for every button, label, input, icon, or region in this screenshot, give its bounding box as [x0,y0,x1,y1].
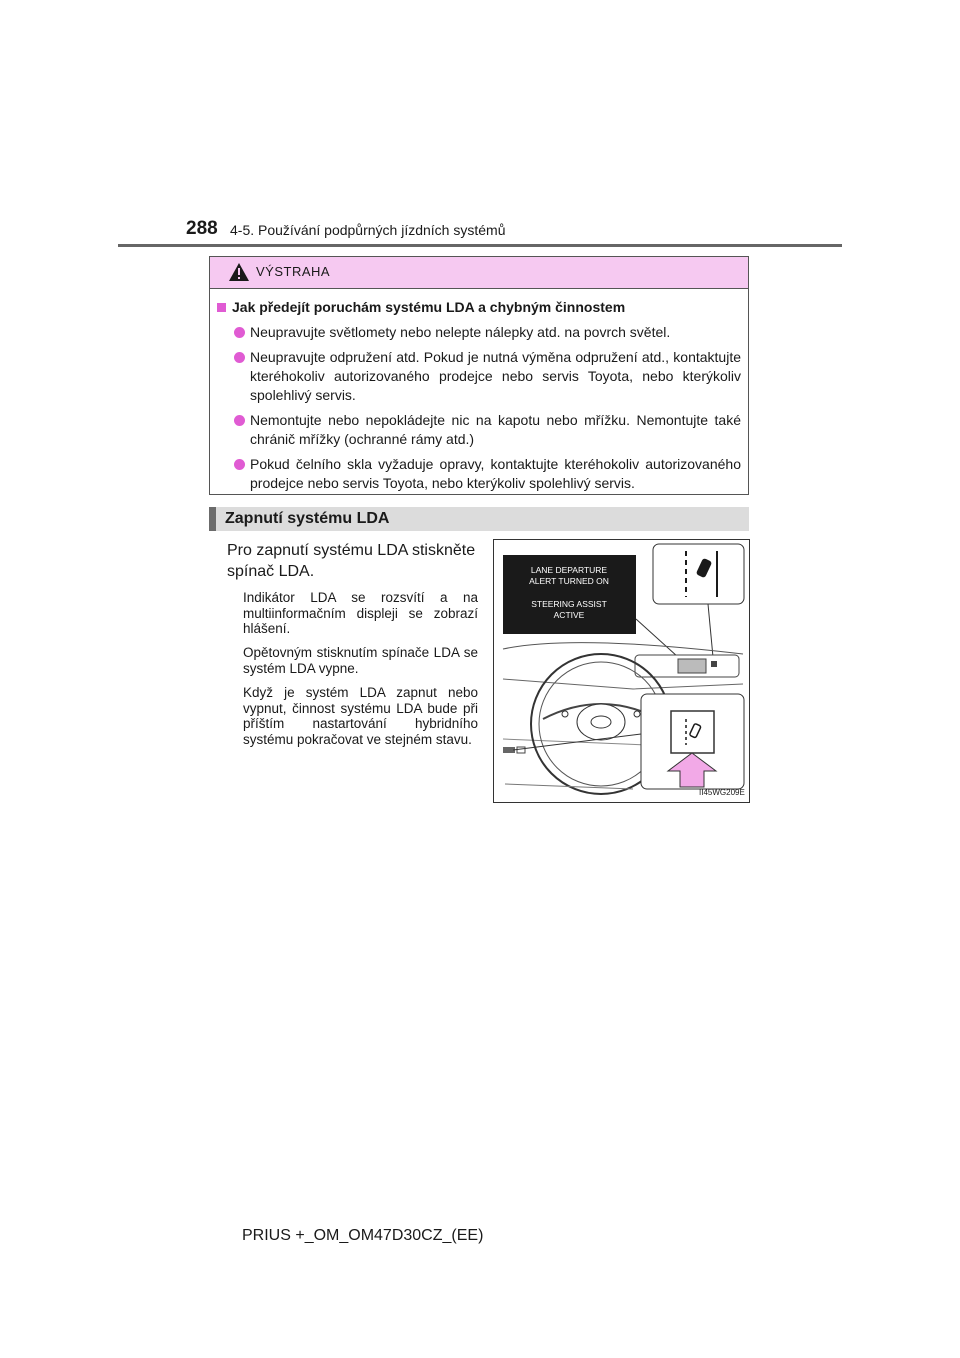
warning-label: VÝSTRAHA [256,264,331,279]
instruction-text: Pro zapnutí systému LDA stiskněte spínač LDA. [227,542,476,580]
warning-header [210,257,748,289]
bullet-dot-icon [234,459,245,470]
warning-heading-text: Jak předejít poruchám systému LDA a chybným činnostem [232,299,626,315]
footer: PRIUS +_OM_OM47D30CZ_(EE) [242,1227,484,1244]
warning-item [217,348,741,405]
subsection-header [209,507,749,531]
warning-item-text: Nemontujte nebo nepokládejte nic na kapotu nebo mřížku. Nemontujte také chránič mřížky (ochranné rámy atd.) [250,412,741,447]
subsection-title: Zapnutí systému LDA [225,510,390,527]
square-bullet-icon [217,303,226,312]
warning-item-text: Pokud čelního skla vyžaduje opravy, kontaktujte kteréhokoliv autorizovaného prodejce nebo servis Toyota, nebo kterýkoliv spolehlivý servis. [250,456,741,491]
display-line-1: LANE DEPARTURE [530,565,608,575]
warning-box [209,256,749,495]
subsection-bar [209,507,216,531]
section-title: 4-5. Používání podpůrných jízdních systémů [230,222,506,238]
warning-item [217,323,741,342]
warning-item-text: Neupravujte odpružení atd. Pokud je nutná výměna odpružení atd., kontaktujte kteréhokoliv autorizovaného prodejce nebo servis Toyota, nebo kterýkoliv spolehlivý servis. [250,349,741,403]
display-line-2: ALERT TURNED ON [529,576,609,586]
warning-item [217,411,741,449]
bullet-dot-icon [234,352,245,363]
warning-heading [217,298,741,317]
header-rule [118,244,842,247]
note-indicator: Indikátor LDA se rozsvítí a na multiinformačním displeji se zobrazí hlášení. [243,590,478,636]
display-line-4: ACTIVE [553,610,585,620]
warning-triangle-icon [228,262,250,282]
page-number: 288 [186,218,218,239]
warning-body [210,289,748,493]
bullet-dot-icon [234,415,245,426]
bullet-dot-icon [234,327,245,338]
warning-item [217,455,741,493]
lda-switch-illustration [493,539,750,803]
figure-code: II45WG209E [699,788,745,797]
note-switch-off: Opětovným stisknutím spínače LDA se systém LDA vypne. [243,645,478,676]
display-line-3: STEERING ASSIST [531,599,607,609]
warning-item-text: Neupravujte světlomety nebo nelepte nálepky atd. na povrch světel. [250,324,671,340]
note-state-memory: Když je systém LDA zapnut nebo vypnut, činnost systému LDA bude při příštím nastartování hybridního systému pokračovat ve stejném stavu. [243,685,478,747]
